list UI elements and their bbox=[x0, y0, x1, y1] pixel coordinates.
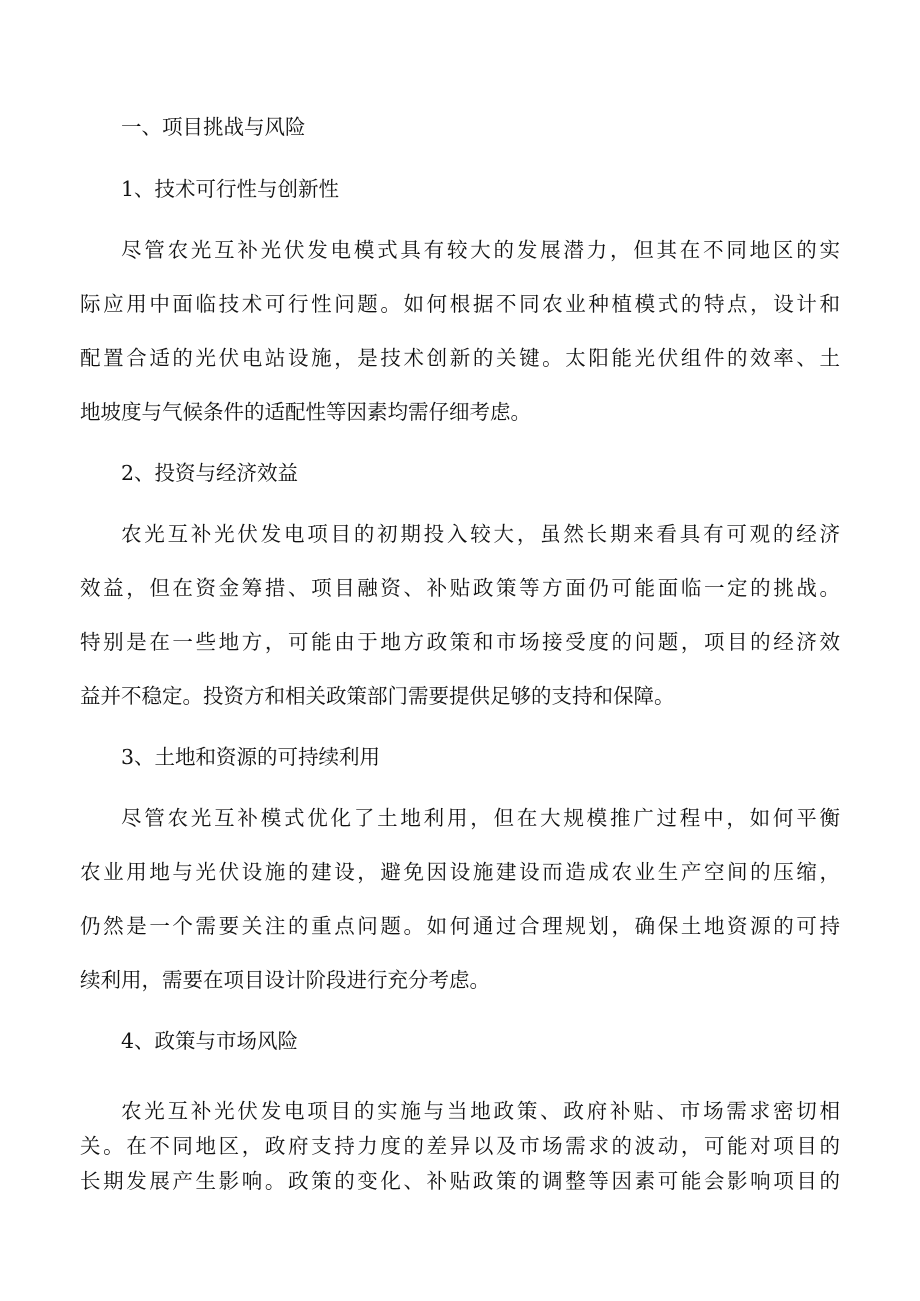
paragraph-line: 效益，但在资金筹措、项目融资、补贴政策等方面仍可能面临一定的挑战。 bbox=[80, 576, 840, 600]
paragraph-line: 益并不稳定。投资方和相关政策部门需要提供足够的支持和保障。 bbox=[80, 684, 675, 708]
paragraph-line: 特别是在一些地方，可能由于地方政策和市场接受度的问题，项目的经济效 bbox=[80, 630, 840, 654]
subsection-heading-policy: 4、政策与市场风险 bbox=[121, 1029, 299, 1053]
paragraph-line: 尽管农光互补模式优化了土地利用，但在大规模推广过程中，如何平衡 bbox=[121, 806, 840, 830]
paragraph-line: 际应用中面临技术可行性问题。如何根据不同农业种植模式的特点，设计和 bbox=[80, 292, 840, 316]
document-page bbox=[80, 0, 840, 1301]
paragraph-line: 仍然是一个需要关注的重点问题。如何通过合理规划，确保土地资源的可持 bbox=[80, 914, 840, 938]
subsection-heading-land: 3、土地和资源的可持续利用 bbox=[121, 745, 381, 769]
paragraph-line: 配置合适的光伏电站设施，是技术创新的关键。太阳能光伏组件的效率、土 bbox=[80, 346, 840, 370]
paragraph-line: 续利用，需要在项目设计阶段进行充分考虑。 bbox=[80, 968, 490, 992]
subsection-heading-technical: 1、技术可行性与创新性 bbox=[121, 177, 340, 201]
section-heading: 一、项目挑战与风险 bbox=[121, 115, 306, 139]
paragraph-line: 农光互补光伏发电项目的初期投入较大，虽然长期来看具有可观的经济 bbox=[121, 522, 840, 546]
subsection-heading-investment: 2、投资与经济效益 bbox=[121, 461, 299, 485]
paragraph-line: 农业用地与光伏设施的建设，避免因设施建设而造成农业生产空间的压缩， bbox=[80, 860, 840, 884]
paragraph-line: 关。在不同地区，政府支持力度的差异以及市场需求的波动，可能对项目的 bbox=[80, 1134, 840, 1158]
paragraph-line: 长期发展产生影响。政策的变化、补贴政策的调整等因素可能会影响项目的 bbox=[80, 1169, 840, 1193]
paragraph-line: 尽管农光互补光伏发电模式具有较大的发展潜力，但其在不同地区的实 bbox=[121, 238, 840, 262]
paragraph-line: 农光互补光伏发电项目的实施与当地政策、政府补贴、市场需求密切相 bbox=[121, 1099, 840, 1123]
paragraph-line: 地坡度与气候条件的适配性等因素均需仔细考虑。 bbox=[80, 400, 531, 424]
